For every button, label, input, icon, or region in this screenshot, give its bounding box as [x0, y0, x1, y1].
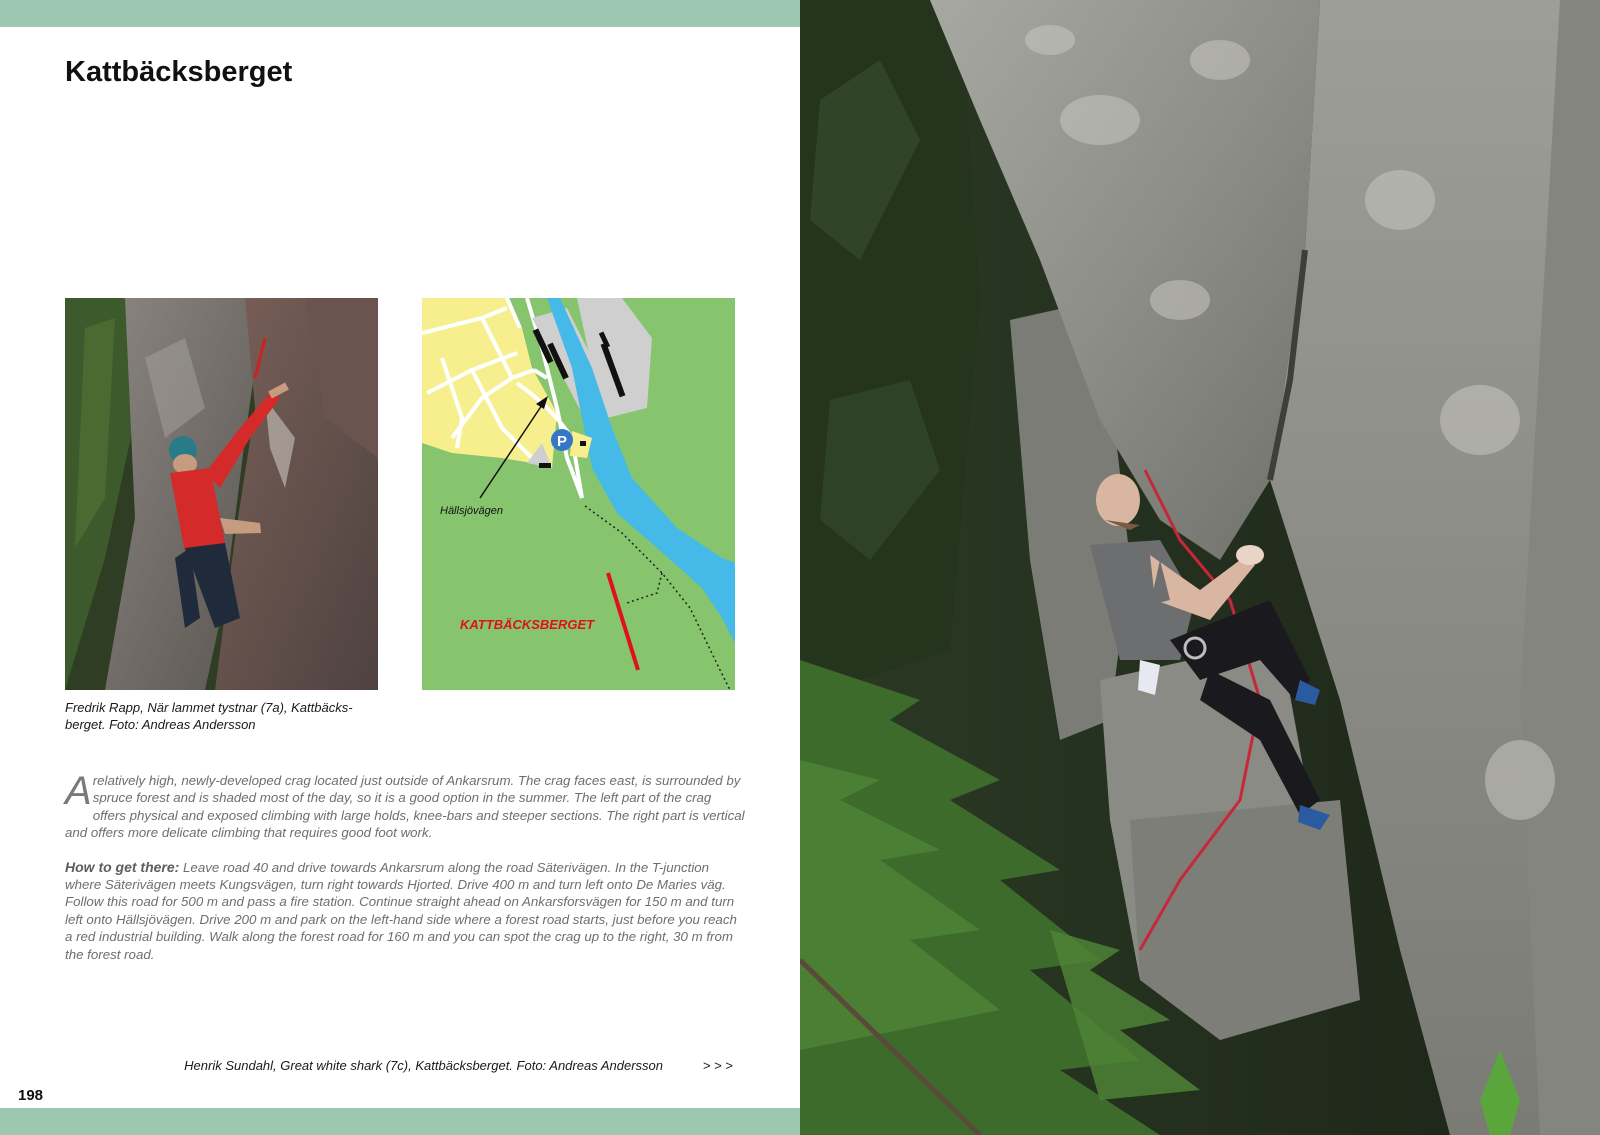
crag-label: KATTBÄCKSBERGET [460, 617, 595, 632]
approach-map [422, 298, 735, 690]
drop-cap: A [65, 769, 92, 813]
climber-photo-small [65, 298, 378, 690]
directions-label: How to get there: [65, 858, 180, 875]
bottom-color-band [0, 1108, 800, 1135]
directions-text: Leave road 40 and drive towards Ankarsrum along the road Säterivägen. In the T-junction where Säterivägen meets Kungsvägen, turn right towards Hjorted. Drive 400 m and turn left onto De Maries väg. Follow this road for 500 m and pass a fire station. Continue straight ahead on Ankarsforsvägen for 150 m and turn left onto Hällsjövägen. Drive 200 m and park on the left-hand side where a forest road starts, just before you reach a red industrial building. Walk along the forest road for 160 m and you can spot the crag up to the right, 30 m from the forest road. [65, 859, 737, 962]
intro-text: relatively high, newly-developed crag located just outside of Ankarsrum. The crag faces east, is surrounded by spruce forest and is shaded most of the day, so it is a good option in the summer. The left part of the crag offers physical and exposed climbing with large holds, knee-bars and steeper sections. The right part is vertical and offers more delicate climbing that requires good foot work. [65, 773, 745, 841]
climber-photo-large [800, 0, 1600, 1135]
intro-paragraph [65, 769, 745, 842]
body-text [65, 769, 745, 980]
parking-sign: P [556, 433, 568, 450]
page-title: Kattbäcksberget [65, 56, 293, 88]
page-number: 198 [18, 1087, 44, 1104]
top-color-band [0, 0, 800, 27]
small-photo-caption: Fredrik Rapp, När lammet tystnar (7a), Kattbäcks-berget. Foto: Andreas Andersson [65, 700, 353, 732]
next-page-arrows: > > > [703, 1058, 733, 1073]
road-label: Hällsjövägen [440, 505, 503, 517]
large-photo-caption: Henrik Sundahl, Great white shark (7c), Kattbäcksberget. Foto: Andreas Andersson [184, 1058, 663, 1073]
directions-paragraph [65, 859, 745, 963]
